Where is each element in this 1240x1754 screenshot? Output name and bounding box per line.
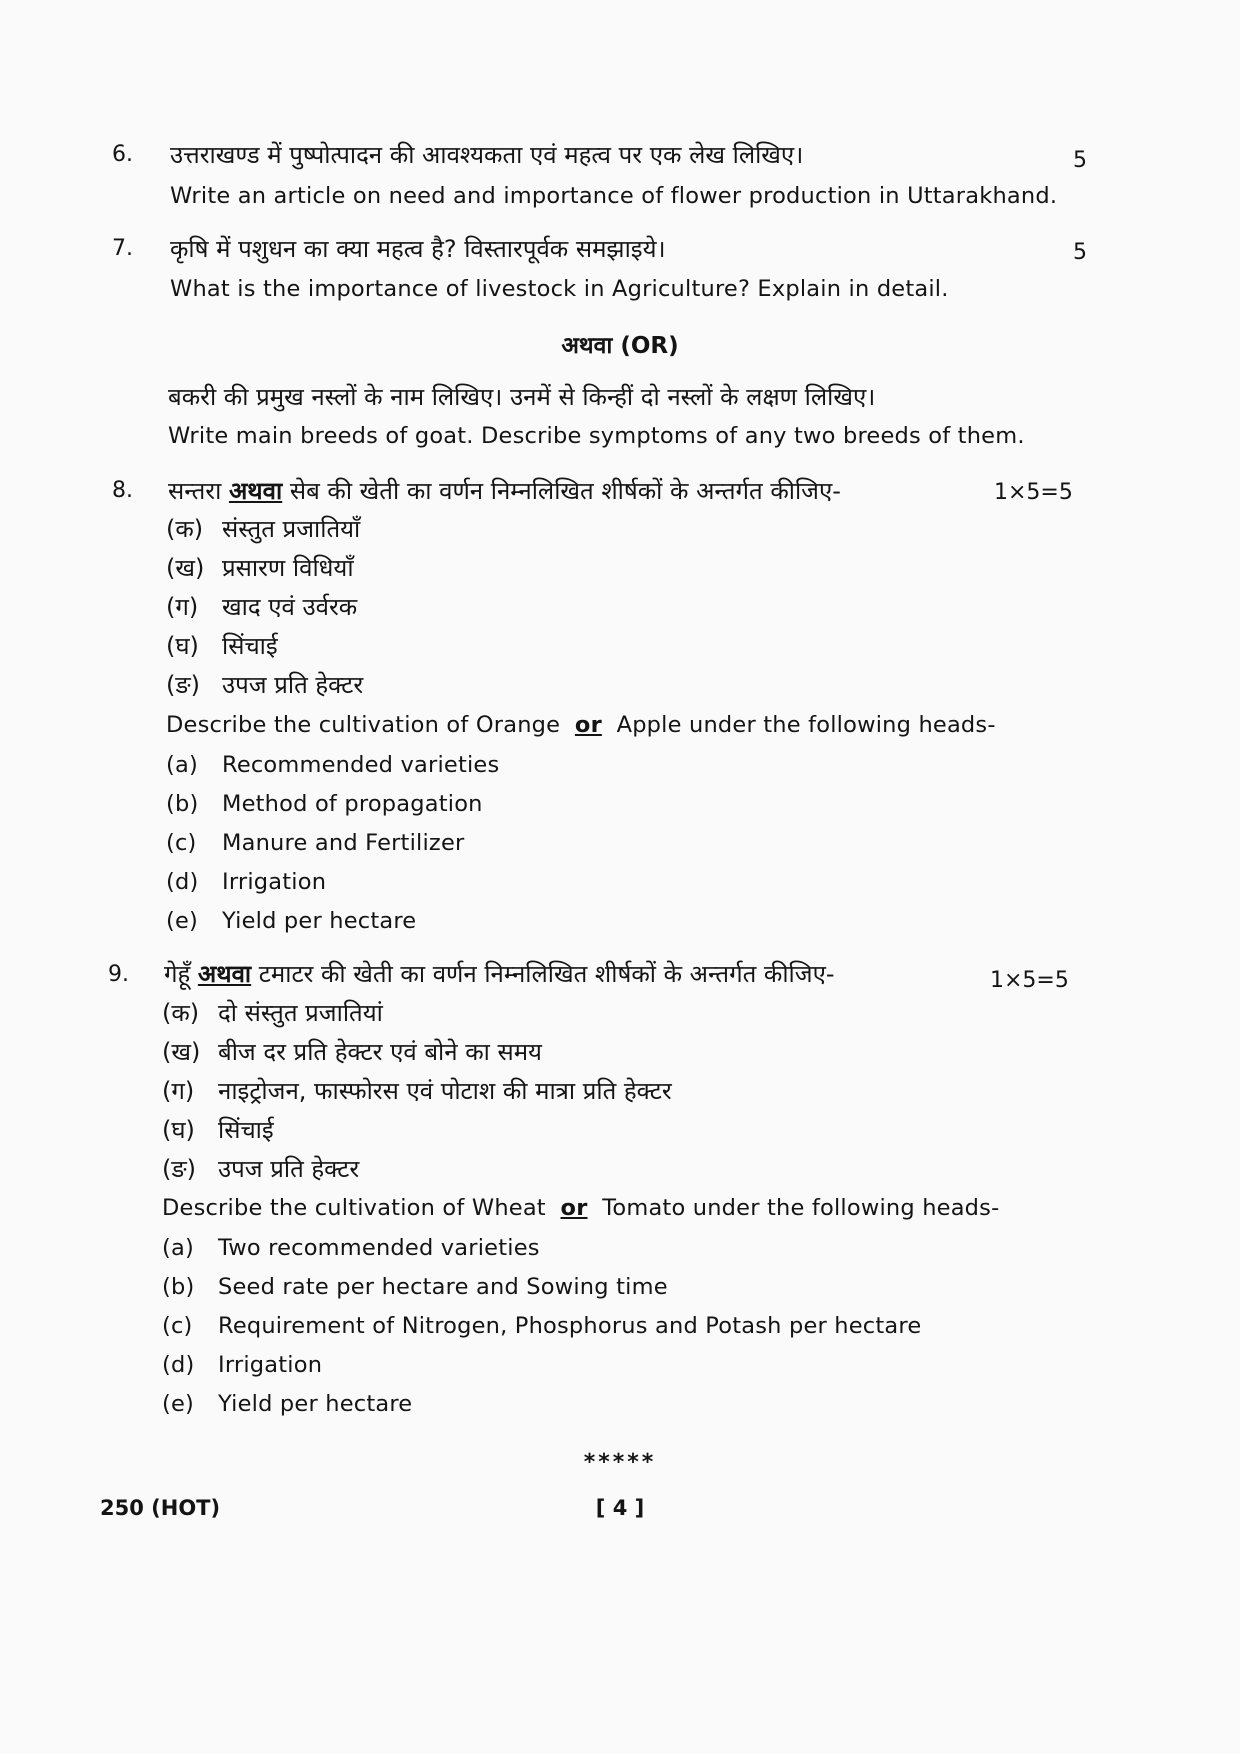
list-item: (b) Method of propagation [166,791,483,817]
question-english: Write an article on need and importance of flower production in Uttarakhand. [170,183,1058,209]
question-english [162,1195,999,1221]
list-item: (a) Recommended varieties [166,752,500,778]
list-item: (ग) नाइट्रोजन, फास्फोरस एवं पोटाश की मात्रा प्रति हेक्टर [162,1077,672,1105]
question-marks: 1×5=5 [994,480,1073,505]
list-item: (ख) बीज दर प्रति हेक्टर एवं बोने का समय [162,1038,542,1066]
list-item: (c) Requirement of Nitrogen, Phosphorus and Potash per hectare [162,1313,922,1339]
english-crop-1: Describe the cultivation of Orange [166,712,561,738]
list-item: (घ) सिंचाई [162,1116,274,1144]
hindi-or-word: अथवा [197,960,252,988]
list-item: (क) दो संस्तुत प्रजातियां [162,999,383,1027]
or-question-hindi: बकरी की प्रमुख नस्लों के नाम लिखिए। उनमें से किन्हीं दो नस्लों के लक्षण लिखिए। [168,383,876,411]
question-hindi [164,957,835,990]
question-marks: 5 [1073,240,1087,265]
hindi-crop-1: सन्तरा [168,477,222,505]
question-number: 9. [108,962,129,987]
english-crop-1: Describe the cultivation of Wheat [162,1195,546,1221]
english-rest: Tomato under the following heads- [602,1195,1000,1221]
hindi-rest: सेब की खेती का वर्णन निम्नलिखित शीर्षकों के अन्तर्गत कीजिए- [289,477,841,505]
english-or-word: or [560,1195,588,1221]
list-item: (e) Yield per hectare [162,1391,413,1417]
english-or-word: or [574,712,602,738]
question-number: 7. [112,236,133,261]
or-heading: अथवा (OR) [561,333,679,359]
list-item: (ख) प्रसारण विधियाँ [166,554,354,582]
hindi-or-word: अथवा [228,477,283,505]
hindi-crop-1: गेहूँ [164,960,191,988]
list-item: (a) Two recommended varieties [162,1235,540,1261]
list-item: (d) Irrigation [166,869,327,895]
question-number: 8. [112,478,133,503]
list-item: (घ) सिंचाई [166,632,278,660]
question-english: What is the importance of livestock in Agriculture? Explain in detail. [170,276,949,302]
page-number: [ 4 ] [595,1496,645,1520]
question-marks: 1×5=5 [990,968,1069,993]
english-rest: Apple under the following heads- [616,712,996,738]
list-item: (ङ) उपज प्रति हेक्टर [162,1155,360,1183]
question-marks: 5 [1073,148,1087,173]
list-item: (ग) खाद एवं उर्वरक [166,593,358,621]
question-number: 6. [112,142,133,167]
question-hindi: उत्तराखण्ड में पुष्पोत्पादन की आवश्यकता एवं महत्व पर एक लेख लिखिए। [170,141,804,169]
list-item: (e) Yield per hectare [166,908,417,934]
question-hindi [168,474,841,507]
list-item: (d) Irrigation [162,1352,323,1378]
list-item: (क) संस्तुत प्रजातियाँ [166,515,361,543]
list-item: (b) Seed rate per hectare and Sowing time [162,1274,668,1300]
question-english [166,712,996,738]
list-item: (c) Manure and Fertilizer [166,830,465,856]
question-hindi: कृषि में पशुधन का क्या महत्व है? विस्तारपूर्वक समझाइये। [170,235,666,263]
hindi-rest: टमाटर की खेती का वर्णन निम्नलिखित शीर्षकों के अन्तर्गत कीजिए- [258,960,835,988]
list-item: (ङ) उपज प्रति हेक्टर [166,671,364,699]
or-question-english: Write main breeds of goat. Describe symptoms of any two breeds of them. [168,423,1025,449]
paper-code: 250 (HOT) [100,1496,221,1520]
end-marker: ***** [583,1450,657,1475]
